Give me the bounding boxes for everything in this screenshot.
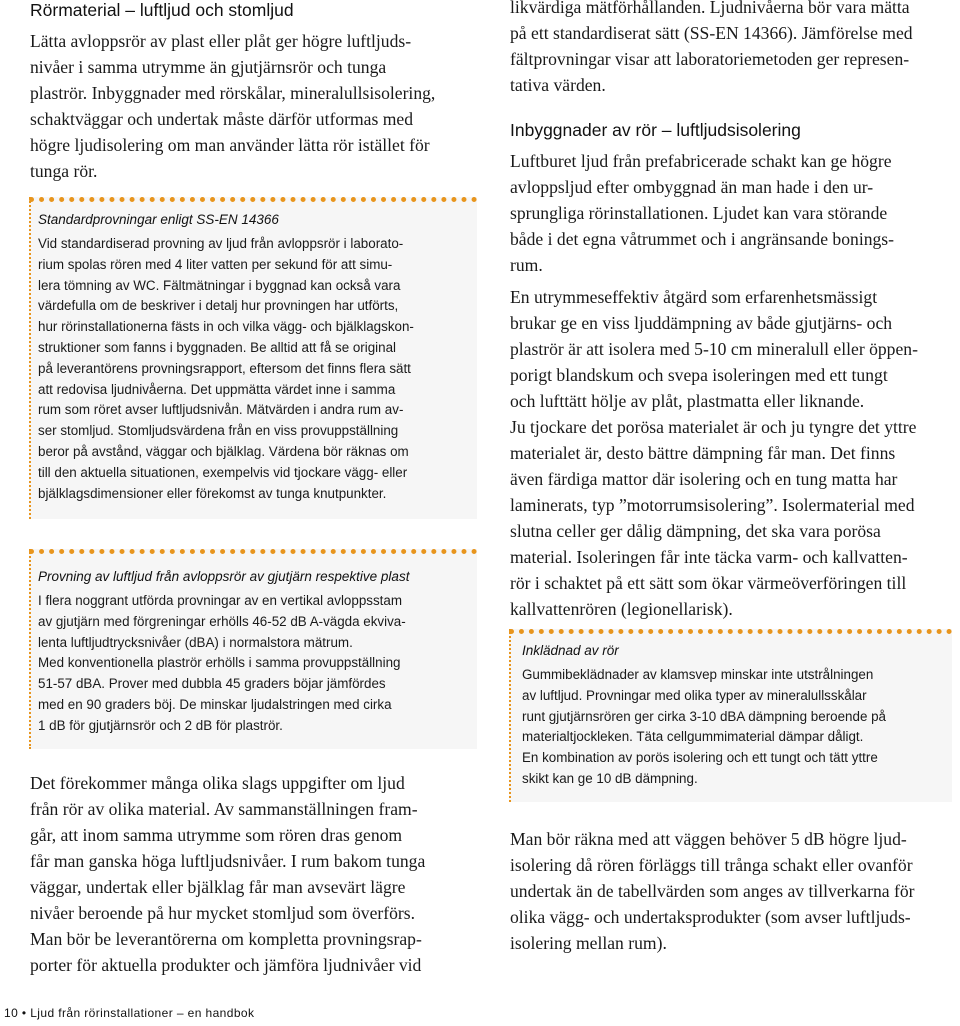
text-line: Lätta avloppsrör av plast eller plåt ger högre luftljuds-: [30, 31, 412, 51]
text-line: Gummibeklädnader av klamsvep minskar inte utstrålningen: [522, 667, 874, 682]
paragraph-left-bottom: [30, 770, 475, 978]
text-line: skikt kan ge 10 dB dämpning.: [522, 770, 698, 786]
text-line: En kombination av porös isolering och ett tungt och tätt yttre: [522, 750, 878, 766]
text-line: schaktväggar och undertak måste därför utformas med: [30, 109, 414, 129]
text-line: värdefulla om de beskriver i detalj hur provningen har utförts,: [38, 298, 399, 314]
text-line: och lufttätt hölje av plåt, plastmatta eller liknande.: [510, 391, 865, 411]
text-line: slutna celler ger dålig dämpning, det ska vara porösa: [510, 521, 881, 541]
text-line: högre ljudisolering om man använder lätta rör istället för: [30, 135, 430, 155]
text-line: Man bör be leverantörerna om kompletta provningsrap-: [30, 929, 422, 949]
text-line: plaströr. Inbyggnader med rörskålar, mineralullsisolering,: [30, 83, 436, 103]
info-box-body: [522, 665, 952, 790]
text-line: av gjutjärn med förgreningar erhölls 46-52 dB A-vägda ekviva-: [38, 613, 406, 629]
page-footer: [4, 1006, 254, 1020]
text-line: bjälklagsdimensioner eller förekomst av tunga knutpunkter.: [38, 485, 387, 501]
text-line: på leverantörens provningsrapport, eftersom det finns flera sätt: [38, 360, 411, 376]
section-heading-rormaterial: Rörmaterial – luftljud och stomljud: [30, 0, 294, 20]
text-line: rium spolas rören med 4 liter vatten per sekund för att simu-: [38, 256, 393, 272]
text-line: plaströr är att isolera med 5-10 cm mineralull eller öppen-: [510, 339, 918, 359]
text-line: 51-57 dBA. Prover med dubbla 45 graders böjar jämfördes: [38, 676, 386, 692]
paragraph-right-top: [510, 0, 950, 98]
page-number: 10: [4, 1006, 19, 1020]
paragraph-rormaterial: [30, 28, 475, 184]
text-line: sprungliga rörinstallationen. Ljudet kan vara störande: [510, 203, 888, 223]
text-line: både i det egna våtrummet och i angränsande bonings-: [510, 229, 895, 249]
section-heading-inbyggnader: Inbyggnader av rör – luftljudsisolering: [510, 120, 801, 140]
text-line: struktioner som fanns i byggnaden. Be alltid att få se original: [38, 339, 397, 355]
footer-title: Ljud från rörinstallationer – en handbok: [30, 1006, 255, 1020]
text-line: kallvattenrören (legionellarisk).: [510, 599, 733, 619]
text-line: likvärdiga mätförhållanden. Ljudnivåerna bör vara mätta: [510, 0, 910, 17]
info-box-title: Provning av luftljud från avloppsrör av gjutjärn respektive plast: [38, 569, 410, 584]
paragraph-inbyggnader-2: [510, 284, 950, 622]
text-line: nivåer beroende på hur mycket stomljud som överförs.: [30, 903, 416, 923]
info-box-title: Inklädnad av rör: [522, 643, 619, 658]
text-line: materialtjockleken. Täta cellgummimaterial dämpar dåligt.: [522, 729, 864, 745]
text-line: laminerats, typ ”motorrumsisolering”. Isolermaterial med: [510, 495, 915, 515]
text-line: med en 90 graders böj. De minskar ljudalstringen med cirka: [38, 696, 392, 712]
info-box-inkladnad: [509, 629, 952, 802]
text-line: rör i schaktet på ett sätt som ökar värmeöverföringen till: [510, 573, 907, 593]
text-line: även färdiga mattor där isolering och en tung matta har: [510, 469, 898, 489]
text-line: rum.: [510, 255, 543, 275]
text-line: olika vägg- och undertaksprodukter (som avser luftljuds-: [510, 907, 911, 927]
text-line: till den aktuella situationen, exempelvis vid tjockare vägg- eller: [38, 464, 408, 480]
info-box-body: [38, 591, 478, 737]
text-line: isolering då rören förläggs till trånga schakt eller ovanför: [510, 855, 913, 875]
info-box-standardprovningar: [29, 197, 477, 519]
text-line: går, att inom samma utrymme som rören dras genom: [30, 825, 403, 845]
text-line: undertak än de tabellvärden som anges av tillverkarna för: [510, 881, 915, 901]
text-line: rum som röret avser luftljudsnivån. Mätvärden i andra rum av-: [38, 402, 404, 418]
text-line: Man bör räkna med att väggen behöver 5 dB högre ljud-: [510, 829, 907, 849]
text-line: väggar, undertak eller bjälklag får man avsevärt lägre: [30, 877, 406, 897]
text-line: hur rörinstallationerna fästs in och vilka vägg- och bjälklagskon-: [38, 319, 414, 335]
text-line: Luftburet ljud från prefabricerade schakt kan ge högre: [510, 151, 892, 171]
text-line: porigt blandskum och svepa isoleringen med ett tungt: [510, 365, 888, 385]
text-line: lera tömning av WC. Fältmätningar i byggnad kan också vara: [38, 277, 401, 293]
text-line: får man ganska höga luftljudsnivåer. I rum bakom tunga: [30, 851, 426, 871]
paragraph-inbyggnader-1: [510, 148, 950, 278]
info-box-title: Standardprovningar enligt SS-EN 14366: [38, 212, 279, 227]
info-box-provning-luftljud: [29, 549, 477, 749]
text-line: fältprovningar visar att laboratoriemetoden ger represen-: [510, 49, 910, 69]
info-box-body: [38, 234, 478, 504]
text-line: 1 dB för gjutjärnsrör och 2 dB för plaströr.: [38, 717, 283, 733]
text-line: brukar ge en viss ljuddämpning av både gjutjärns- och: [510, 313, 893, 333]
text-line: isolering mellan rum).: [510, 933, 667, 953]
text-line: lenta luftljudtrycksnivåer (dBA) i normalstora mätrum.: [38, 634, 353, 650]
text-line: Ju tjockare det porösa materialet är och ju tyngre det yttre: [510, 417, 917, 437]
text-line: avloppsljud efter ombyggnad än man hade i den ur-: [510, 177, 874, 197]
text-line: Det förekommer många olika slags uppgifter om ljud: [30, 773, 405, 793]
paragraph-right-bottom: [510, 826, 950, 956]
text-line: tunga rör.: [30, 161, 98, 181]
footer-bullet: •: [21, 1006, 27, 1020]
text-line: från rör av olika material. Av sammanställningen fram-: [30, 799, 418, 819]
text-line: I flera noggrant utförda provningar av en vertikal avloppsstam: [38, 593, 402, 608]
text-line: ser stomljud. Stomljudsvärdena från en viss provuppställning: [38, 423, 399, 439]
text-line: En utrymmeseffektiv åtgärd som erfarenhetsmässigt: [510, 287, 878, 307]
text-line: på ett standardiserat sätt (SS-EN 14366). Jämförelse med: [510, 23, 913, 43]
text-line: av luftljud. Provningar med olika typer av mineralullsskålar: [522, 687, 867, 703]
text-line: material. Isoleringen får inte täcka varm- och kallvatten-: [510, 547, 908, 567]
text-line: Vid standardiserad provning av ljud från avloppsrör i laborato-: [38, 236, 404, 251]
text-line: beror på avstånd, väggar och bjälklag. Värdena bör räknas om: [38, 443, 409, 459]
text-line: tativa värden.: [510, 75, 606, 95]
text-line: att redovisa ljudnivåerna. Det uppmätta värdet inne i samma: [38, 381, 396, 397]
text-line: materialet är, desto bättre dämpning får man. Det finns: [510, 443, 896, 463]
text-line: runt gjutjärnsrören ger cirka 3-10 dBA dämpning beroende på: [522, 708, 887, 724]
text-line: nivåer i samma utrymme än gjutjärnsrör och tunga: [30, 57, 387, 77]
text-line: Med konventionella plaströr erhölls i samma provuppställning: [38, 655, 401, 671]
text-line: porter för aktuella produkter och jämföra ljudnivåer vid: [30, 955, 422, 975]
